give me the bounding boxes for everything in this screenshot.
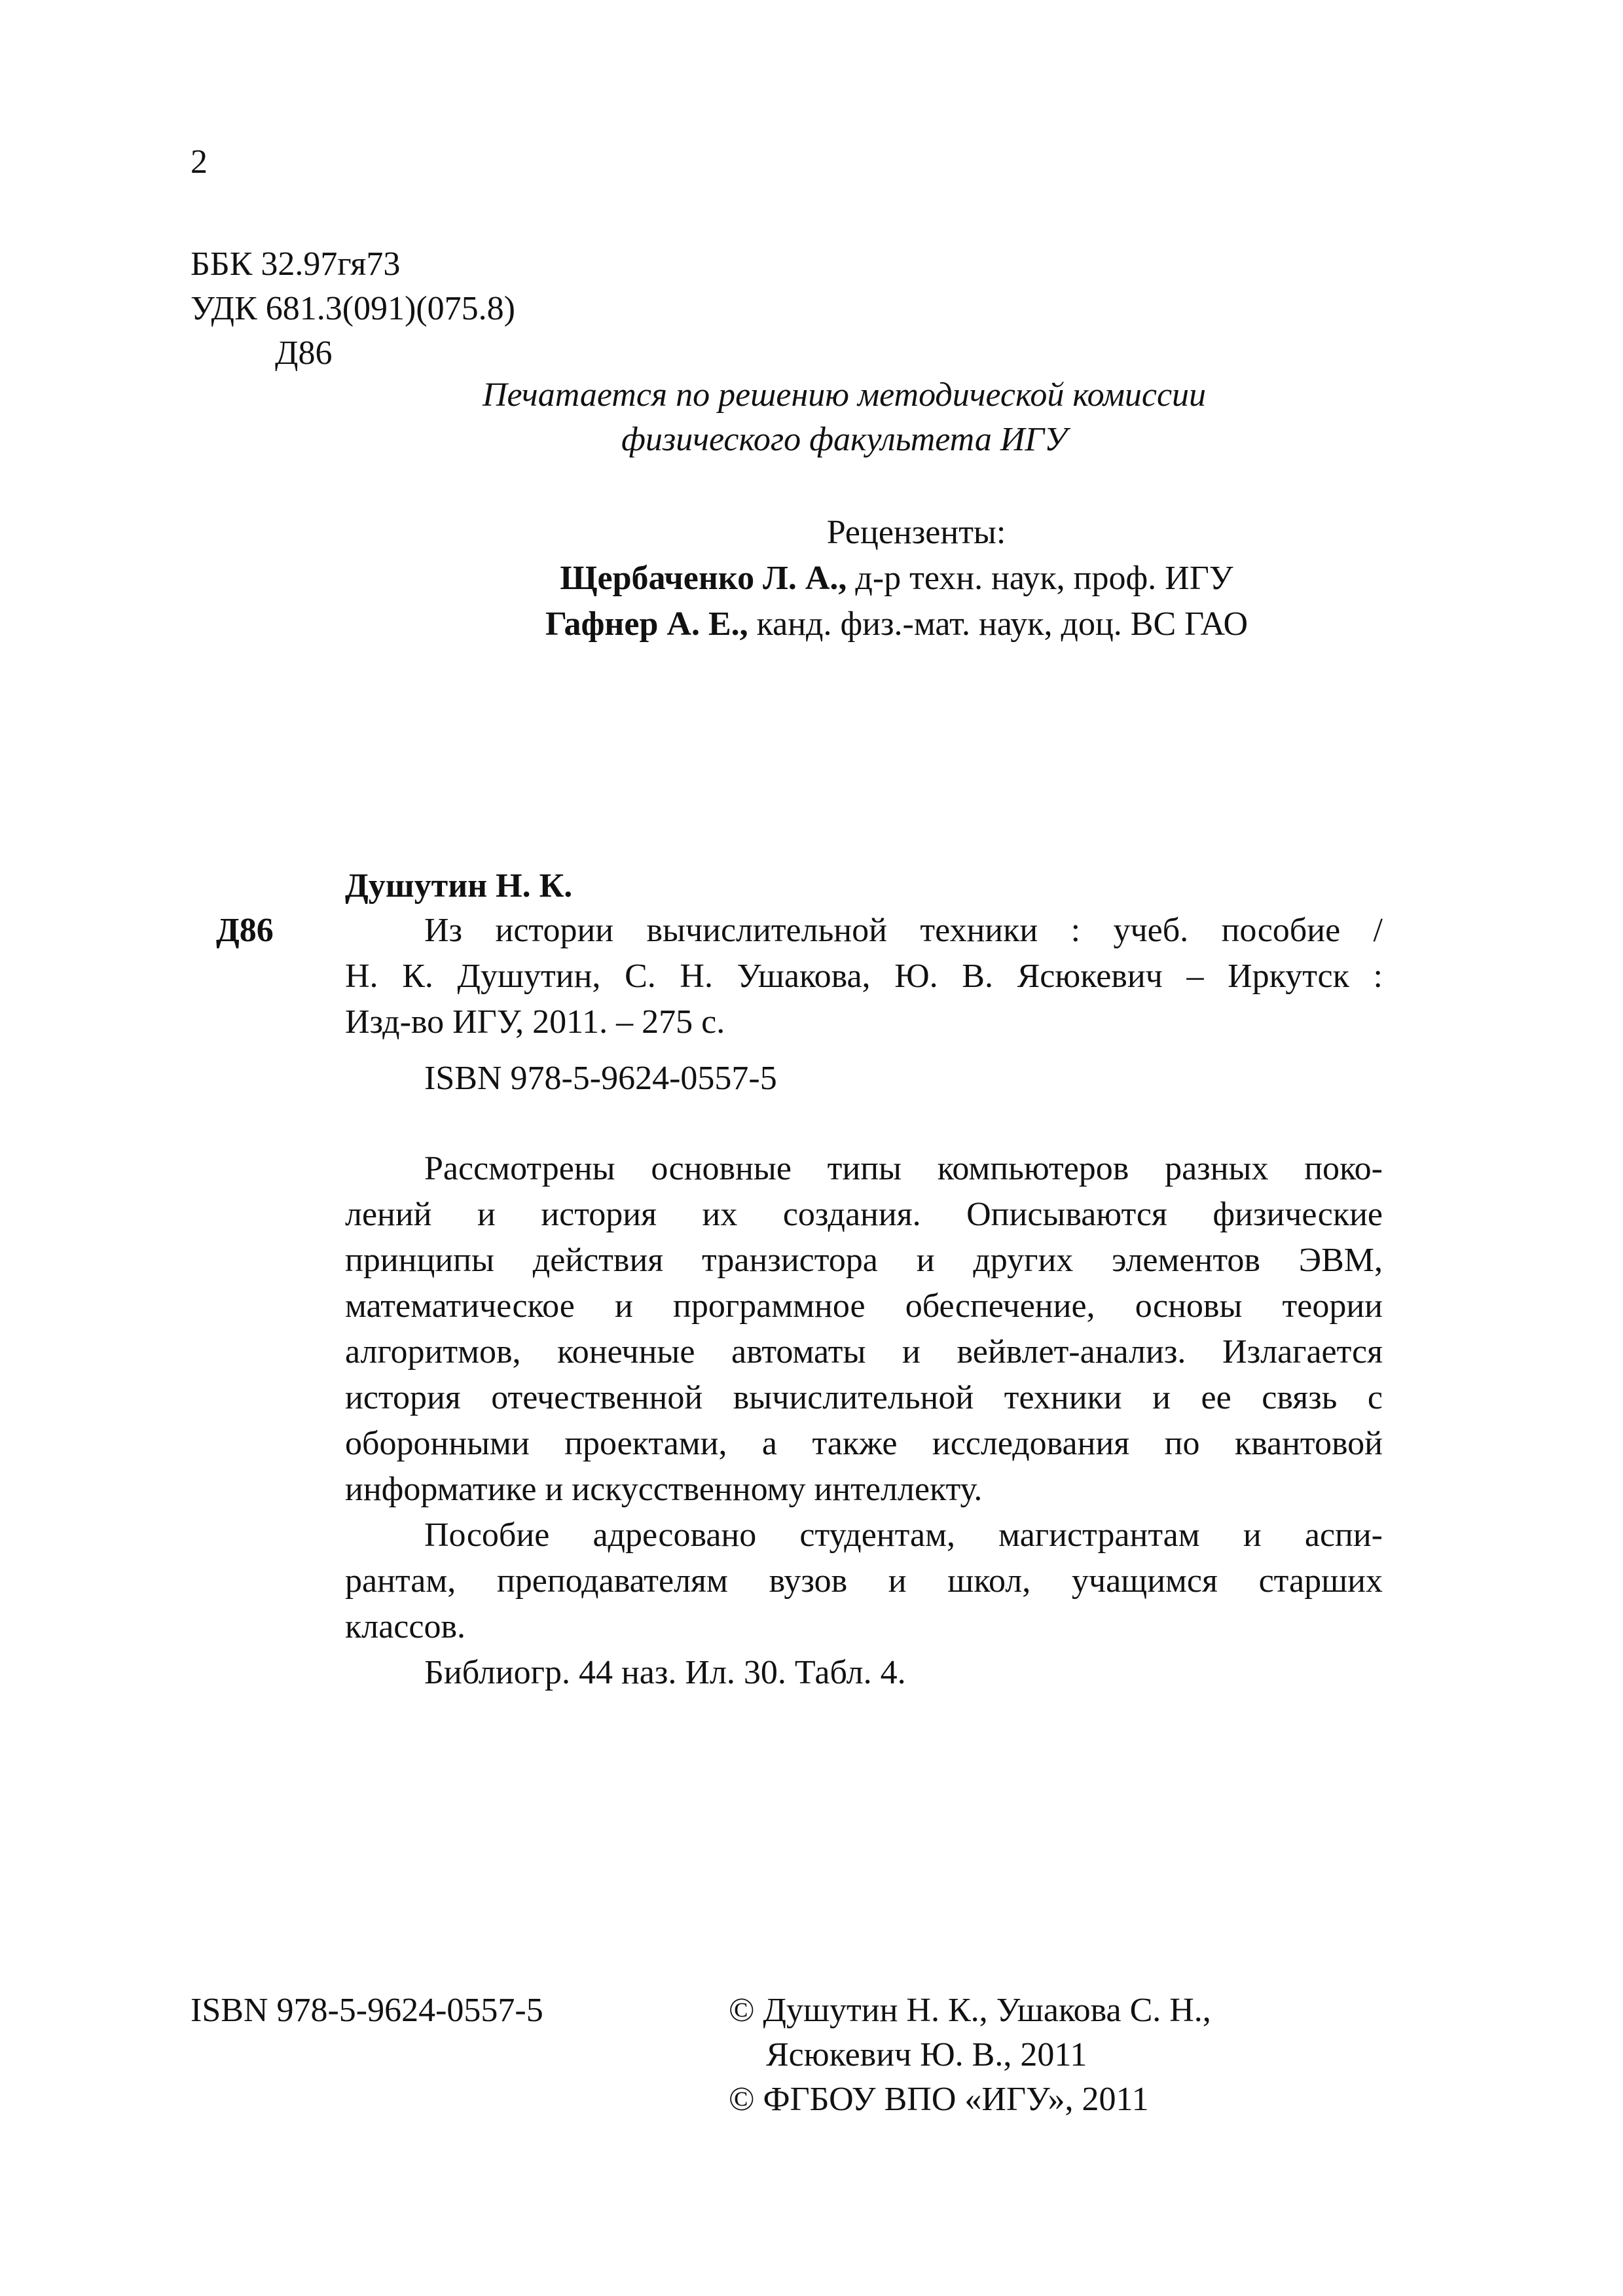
abstract-line: алгоритмов, конечные автоматы и вейвлет-анализ. Излагается <box>345 1333 1383 1371</box>
cutter-code: Д86 <box>275 334 333 372</box>
reviewer-line <box>0 607 1623 641</box>
copyright-line: © ФГБОУ ВПО «ИГУ», 2011 <box>729 2081 1149 2118</box>
reviewer-details: д-р техн. наук, проф. ИГУ <box>847 560 1233 597</box>
abstract-line: оборонными проектами, а также исследования по квантовой <box>345 1425 1383 1462</box>
reviewer-name: Щербаченко Л. А., <box>560 560 847 597</box>
abstract-line: информатике и искусственному интеллекту. <box>345 1471 983 1508</box>
bibliography-summary: Библиогр. 44 наз. Ил. 30. Табл. 4. <box>424 1654 906 1691</box>
abstract-line: принципы действия транзистора и других элементов ЭВМ, <box>345 1242 1383 1279</box>
abstract-line: история отечественной вычислительной техники и ее связь с <box>345 1379 1383 1416</box>
card-isbn: ISBN 978-5-9624-0557-5 <box>424 1060 777 1097</box>
page-number: 2 <box>191 143 208 181</box>
card-cutter-code: Д86 <box>216 912 274 949</box>
reviewer-line <box>0 562 1623 596</box>
card-description-line: Из истории вычислительной техники : учеб. пособие / <box>424 912 1383 949</box>
audience-line: классов. <box>345 1608 466 1645</box>
card-description-line: Изд-во ИГУ, 2011. – 275 с. <box>345 1003 725 1041</box>
print-notice-line: Печатается по решению методической комиссии <box>482 376 1207 414</box>
audience-line: рантам, преподавателям вузов и школ, учащимся старших <box>345 1562 1383 1600</box>
reviewer-name: Гафнер А. Е., <box>545 605 748 643</box>
footer-isbn: ISBN 978-5-9624-0557-5 <box>191 1992 543 2029</box>
copyright-line: Ясюкевич Ю. В., 2011 <box>766 2036 1087 2073</box>
audience-line: Пособие адресовано студентам, магистрантам и аспи- <box>424 1516 1383 1554</box>
bbk-code: ББК 32.97гя73 <box>191 245 401 283</box>
abstract-line: лений и история их создания. Описываются физические <box>345 1196 1383 1233</box>
reviewers-title: Рецензенты: <box>826 514 1006 551</box>
card-description-line: Н. К. Душутин, С. Н. Ушакова, Ю. В. Ясюкевич – Иркутск : <box>345 958 1383 995</box>
abstract-line: Рассмотрены основные типы компьютеров разных поко- <box>424 1150 1383 1187</box>
copyright-line: © Душутин Н. К., Ушакова С. Н., <box>729 1992 1211 2029</box>
print-notice-line: физического факультета ИГУ <box>621 421 1067 458</box>
udk-code: УДК 681.3(091)(075.8) <box>191 290 515 327</box>
abstract-line: математическое и программное обеспечение, основы теории <box>345 1287 1383 1325</box>
reviewer-details: канд. физ.-мат. наук, доц. ВС ГАО <box>748 605 1249 643</box>
card-author: Душутин Н. К. <box>345 867 573 905</box>
